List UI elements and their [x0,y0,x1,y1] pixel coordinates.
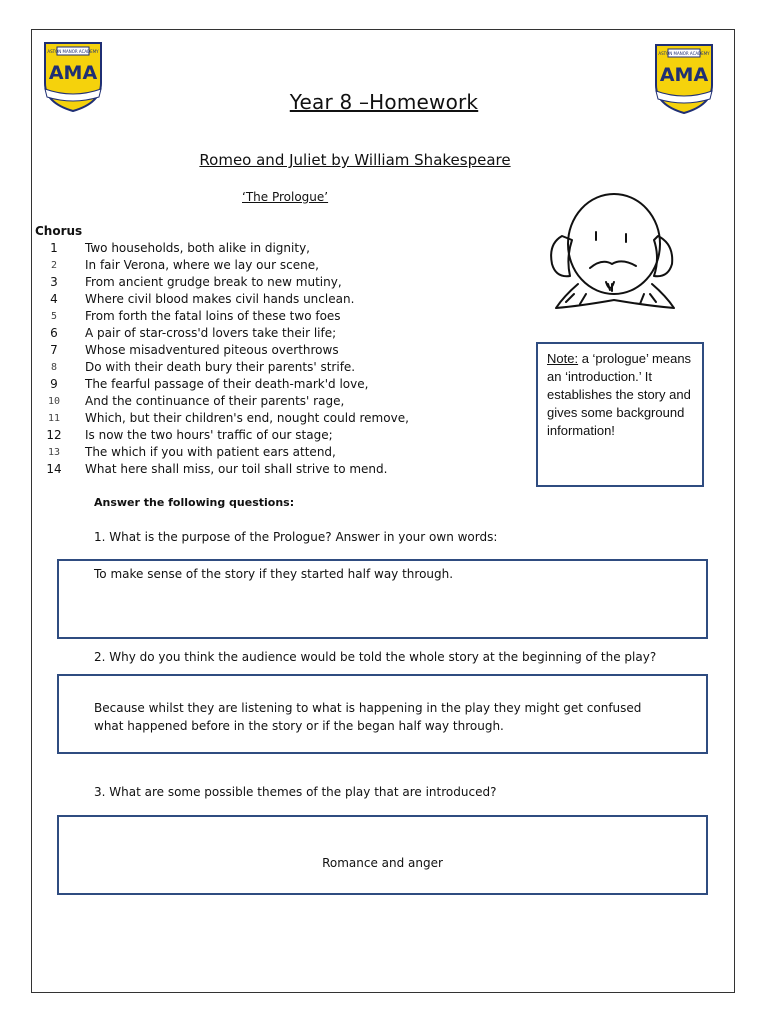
poem-line [35,461,515,478]
questions-heading: Answer the following questions: [94,496,295,509]
poem-line [35,257,515,274]
line-text: Where civil blood makes civil hands unclean. [85,292,355,306]
line-text: The which if you with patient ears attend, [85,445,336,459]
line-text: Is now the two hours' traffic of our stage; [85,428,333,442]
line-number: 4 [50,292,58,306]
line-number: 9 [50,377,58,391]
line-text: And the continuance of their parents' rage, [85,394,345,408]
poem-line [35,410,515,427]
logo-text: AMA [48,62,98,84]
poem-line [35,342,515,359]
line-number: 10 [47,396,61,407]
line-number: 2 [50,260,58,271]
poem-lines [35,240,515,478]
line-number: 1 [50,241,58,255]
answer-box-2 [57,674,708,754]
page-subtitle: Romeo and Juliet by William Shakespeare [199,151,511,169]
line-number: 3 [50,275,58,289]
logo-ribbon: ASTON MANOR ACADEMY [658,51,710,56]
page-title: Year 8 –Homework [289,90,479,114]
line-text: In fair Verona, where we lay our scene, [85,258,319,272]
poem-line [35,308,515,325]
poem-line [35,376,515,393]
note-text: a ‘prologue’ means an ‘introduction.’ It establishes the story and gives some background information! [547,351,692,438]
line-number: 5 [50,311,58,322]
answer-box-3 [57,815,708,895]
poem-line [35,291,515,308]
line-text: Two households, both alike in dignity, [85,241,310,255]
line-text: Whose misadventured piteous overthrows [85,343,339,357]
line-number: 12 [46,428,62,442]
line-text: Which, but their children's end, nought could remove, [85,411,409,425]
poem-line [35,325,515,342]
answer-box-1 [57,559,708,639]
line-text: A pair of star-cross'd lovers take their life; [85,326,337,340]
poem-line [35,240,515,257]
answer-2-text: Because whilst they are listening to what is happening in the play they might get confused what happened before in the story or if the began half way through. [94,701,642,733]
poem-line [35,444,515,461]
line-number: 7 [50,343,58,357]
section-heading: ‘The Prologue’ [242,190,329,204]
line-text: From forth the fatal loins of these two foes [85,309,341,323]
question-2: 2. Why do you think the audience would be told the whole story at the beginning of the play? [94,650,657,664]
shakespeare-drawing [540,178,690,318]
question-1: 1. What is the purpose of the Prologue? Answer in your own words: [94,530,498,544]
poem-speaker: Chorus [35,224,83,238]
note-callout [536,342,704,487]
question-3: 3. What are some possible themes of the play that are introduced? [94,785,497,799]
poem-line [35,427,515,444]
line-text: Do with their death bury their parents' strife. [85,360,356,374]
line-number: 11 [47,413,61,424]
note-label: Note: [547,351,579,366]
answer-3-text: Romance and anger [322,856,443,870]
answer-1-text: To make sense of the story if they started half way through. [94,567,454,581]
line-text: What here shall miss, our toil shall strive to mend. [85,462,388,476]
line-number: 6 [50,326,58,340]
poem-line [35,359,515,376]
line-number: 14 [46,462,62,476]
poem-line [35,274,515,291]
poem-line [35,393,515,410]
line-number: 8 [50,362,58,373]
logo-text: AMA [659,64,709,86]
logo-ribbon: ASTON MANOR ACADEMY [47,49,99,54]
line-number: 13 [47,447,61,458]
line-text: The fearful passage of their death-mark'd love, [85,377,369,391]
line-text: From ancient grudge break to new mutiny, [85,275,342,289]
